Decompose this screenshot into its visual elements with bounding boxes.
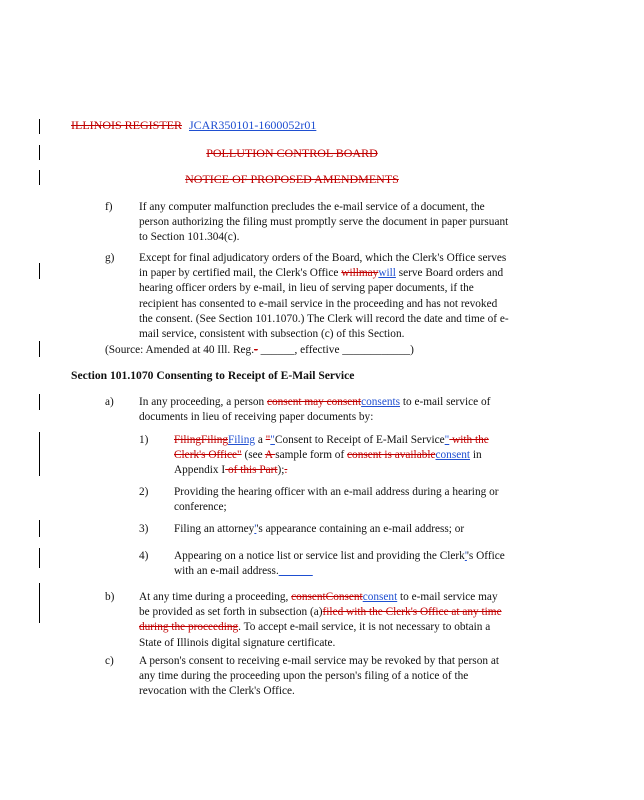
- change-bar: [39, 394, 40, 410]
- item-c-text: A person's consent to receiving e-mail service may be revoked by that person at any time during the proceeding upon the person's filing of a notice of the revocation with the Clerk's Office.: [139, 655, 499, 698]
- change-bar: [39, 341, 40, 357]
- item-g-text: Except for final adjudicatory orders of the Board, which the Clerk's Office serves in paper by certified mail, the Clerk's Office willmaywill serve Board orders and hearing officer orders by e-mail, in lieu of serving paper documents, if the recipient has consented to e-mail service in the proceeding and has not revoked the consent. (See Section 101.1070.) The Clerk will record the date and time of e-mail service, consistent with subsection (c) of this Section.: [139, 252, 509, 341]
- section-heading: Section 101.1070 Consenting to Receipt of E-Mail Service: [71, 369, 355, 382]
- notice-title: NOTICE OF PROPOSED AMENDMENTS: [185, 172, 399, 186]
- item-f-text: If any computer malfunction precludes the e-mail service of a document, the person authorizing the filing must promptly serve the document in paper pursuant to Section 101.304(c).: [139, 201, 509, 244]
- subitem-3-text: Filing an attorney''s appearance containing an e-mail address; or: [174, 523, 465, 535]
- item-label: b): [105, 591, 115, 603]
- subitem-label: 1): [139, 434, 149, 446]
- subitem-4-text: Appearing on a notice list or service list and providing the Clerk''s Office with an e-mail address.______: [174, 550, 505, 578]
- item-b-text: At any time during a proceeding, consentConsentconsent to e-mail service may be provided as set forth in subsection (a)filed with the Clerk's Office at any time during the proceeding. To accept e-mail service, it is not necessary to obtain a State of Illinois digital signature certificate.: [139, 591, 502, 649]
- jcar-code: JCAR350101-1600052r01: [189, 118, 317, 132]
- change-bar: [39, 583, 40, 623]
- item-a-text: In any proceeding, a person consent may consentconsents to e-mail service of documents in lieu of receiving paper documents by:: [139, 396, 491, 424]
- change-bar: [39, 432, 40, 476]
- register-title: ILLINOIS REGISTER: [71, 118, 182, 132]
- item-label: f): [105, 201, 113, 213]
- change-bar: [39, 263, 40, 279]
- change-bar: [39, 520, 40, 537]
- subitem-label: 2): [139, 486, 149, 498]
- subitem-label: 3): [139, 523, 149, 535]
- subitem-label: 4): [139, 550, 149, 562]
- item-label: g): [105, 252, 115, 264]
- change-bar: [39, 119, 40, 134]
- board-name: POLLUTION CONTROL BOARD: [206, 146, 378, 160]
- register-header: [71, 118, 316, 133]
- subitem-1-text: FilingFilingFiling a ""Consent to Receipt of E-Mail Service" with the Clerk's Office" (see A sample form of consent is availableconsent in Appendix I of this Part);.: [174, 434, 489, 477]
- item-label: a): [105, 396, 114, 408]
- item-label: c): [105, 655, 114, 667]
- source-note: (Source: Amended at 40 Ill. Reg.- ______, effective ____________): [105, 344, 414, 356]
- change-bar: [39, 548, 40, 568]
- subitem-2-text: Providing the hearing officer with an e-mail address during a hearing or conference;: [174, 486, 499, 514]
